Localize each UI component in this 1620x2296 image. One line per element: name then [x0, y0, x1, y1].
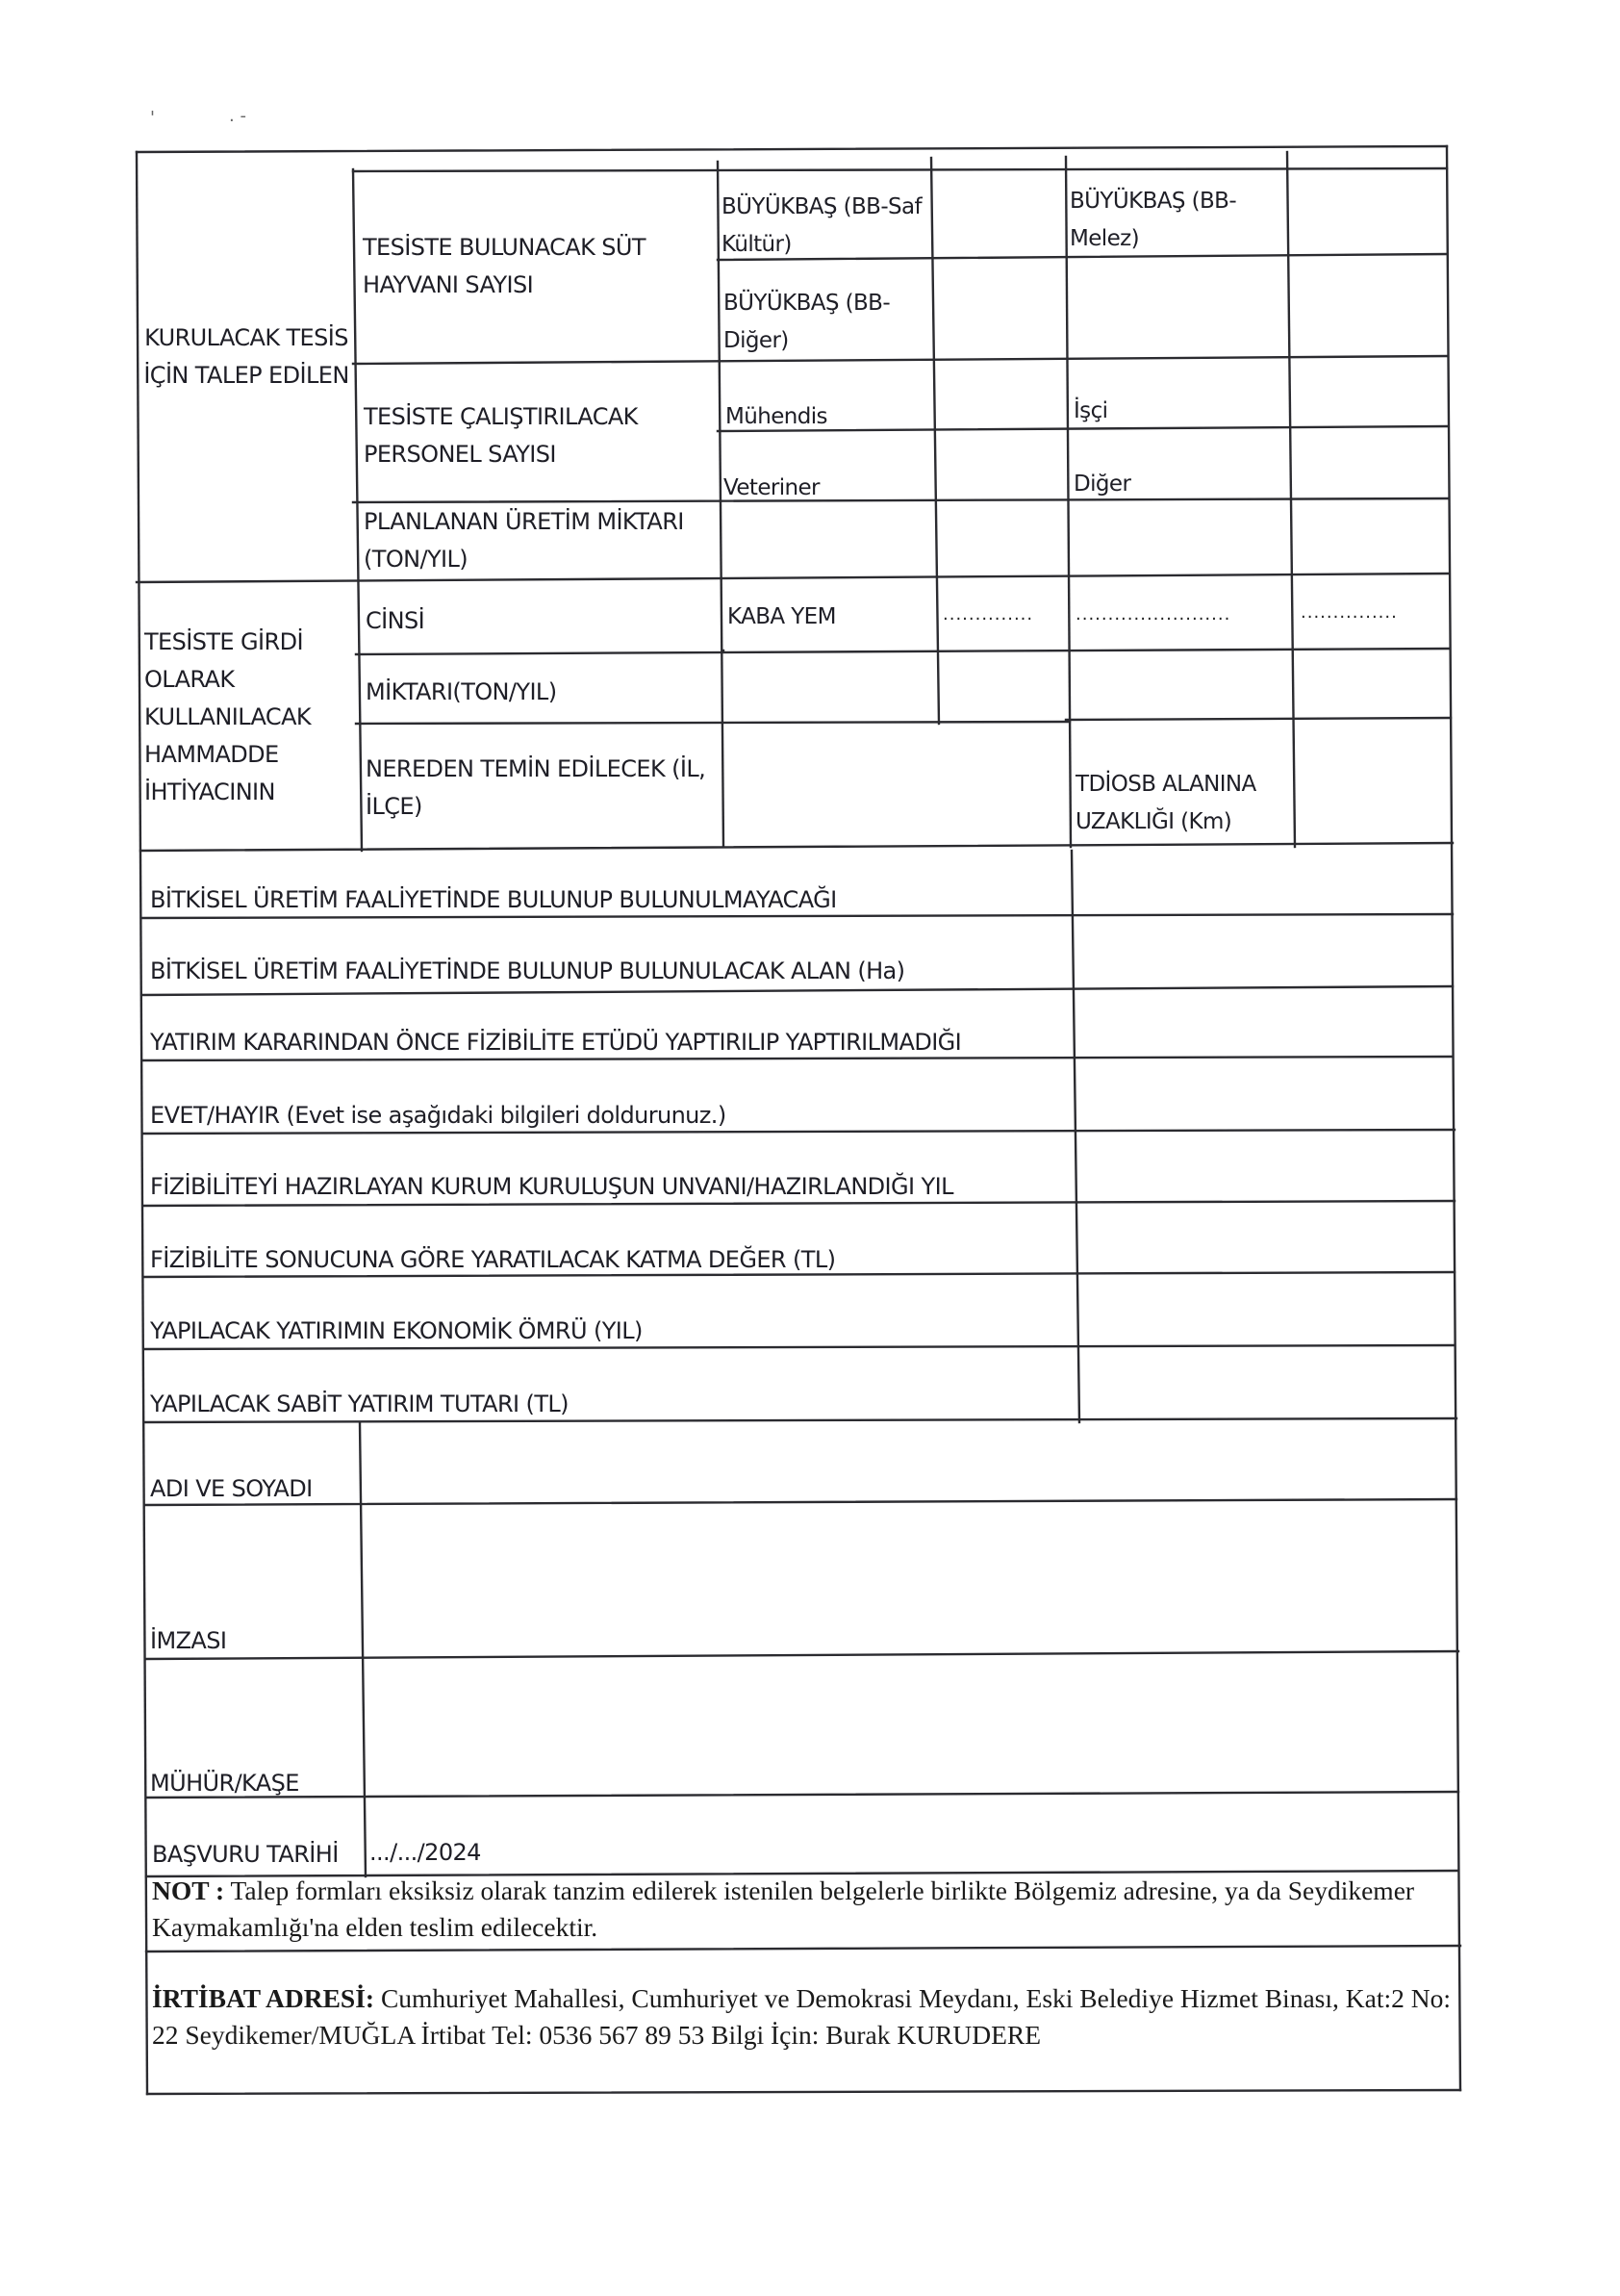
milk-animals-label: TESİSTE BULUNACAK SÜT HAYVANI SAYISI [363, 234, 645, 298]
basvuru-tarihi-label: BAŞVURU TARİHİ [152, 1841, 339, 1868]
question-row: FİZİBİLİTEYİ HAZIRLAYAN KURUM KURULUŞUN UNVANI/HAZIRLANDIĞI YIL [150, 1173, 953, 1200]
blank-dots: ............... [1301, 602, 1398, 623]
personnel-label: TESİSTE ÇALIŞTIRILACAK PERSONEL SAYISI [364, 403, 638, 468]
isci-label: İşçi [1074, 398, 1108, 423]
blank-dots: ........................ [1076, 604, 1231, 625]
bb-melez-label: BÜYÜKBAŞ (BB-Melez) [1070, 189, 1237, 251]
miktari-label: MİKTARI(TON/YIL) [366, 678, 557, 705]
question-row: FİZİBİLİTE SONUCUNA GÖRE YARATILACAK KATMA DEĞER (TL) [150, 1246, 836, 1273]
muhendis-label: Mühendis [725, 404, 827, 429]
question-row: YAPILACAK SABİT YATIRIM TUTARI (TL) [150, 1390, 569, 1417]
veteriner-label: Veteriner [723, 475, 820, 500]
note-label: NOT : [152, 1875, 225, 1905]
question-row: YAPILACAK YATIRIMIN EKONOMİK ÖMRÜ (YIL) [150, 1317, 643, 1344]
contact-label: İRTİBAT ADRESİ: [152, 1983, 375, 2013]
tdiosb-label: TDİOSB ALANINA UZAKLIĞI (Km) [1076, 772, 1256, 834]
question-row: EVET/HAYIR (Evet ise aşağıdaki bilgileri doldurunuz.) [150, 1102, 726, 1129]
scan-mark: ' [150, 108, 155, 128]
question-row: BİTKİSEL ÜRETİM FAALİYETİNDE BULUNUP BULUNULMAYACAĞI [150, 886, 837, 913]
kaba-yem-label: KABA YEM [727, 604, 836, 629]
diger-label: Diğer [1074, 472, 1131, 497]
contact-text [152, 1980, 1455, 2054]
planned-production-label: PLANLANAN ÜRETİM MİKTARI (TON/YIL) [364, 508, 684, 573]
question-row: BİTKİSEL ÜRETİM FAALİYETİNDE BULUNUP BULUNULACAK ALAN (Ha) [150, 957, 905, 984]
blank-dots: .............. [943, 604, 1034, 625]
muhur-kase-label: MÜHÜR/KAŞE [150, 1770, 299, 1797]
date-value: .../.../2024 [369, 1839, 481, 1866]
nereden-label: NEREDEN TEMİN EDİLECEK (İL, İLÇE) [366, 755, 706, 820]
question-row: YATIRIM KARARINDAN ÖNCE FİZİBİLİTE ETÜDÜ YAPTIRILIP YAPTIRILMADIĞI [150, 1029, 962, 1056]
contact-body: Cumhuriyet Mahallesi, Cumhuriyet ve Demokrasi Meydanı, Eski Belediye Hizmet Binası, Kat:2 No: 22 Seydikemer/MUĞLA İrtibat Tel: 0536 567 89 53 Bilgi İçin: Burak KURUDERE [152, 1983, 1451, 2050]
raw-material-label: TESİSTE GİRDİ OLARAK KULLANILACAK HAMMADDE İHTİYACININ [144, 628, 312, 805]
note-body: Talep formları eksiksiz olarak tanzim edilerek istenilen belgelerle birlikte Bölgemiz adresine, ya da Seydikemer Kaymakamlığı'na elden teslim edilecektir. [152, 1875, 1415, 1942]
note-text [152, 1873, 1453, 1946]
scan-mark: . - [229, 106, 246, 126]
adi-soyadi-label: ADI VE SOYADI [150, 1475, 313, 1502]
imzasi-label: İMZASI [150, 1627, 227, 1654]
cinsi-label: CİNSİ [366, 607, 425, 634]
bb-saf-kultur-label: BÜYÜKBAŞ (BB-Saf Kültür) [721, 194, 923, 257]
kurulacak-tesis-label: KURULACAK TESİS İÇİN TALEP EDİLEN [143, 324, 349, 389]
bb-diger-label: BÜYÜKBAŞ (BB-Diğer) [723, 291, 891, 353]
